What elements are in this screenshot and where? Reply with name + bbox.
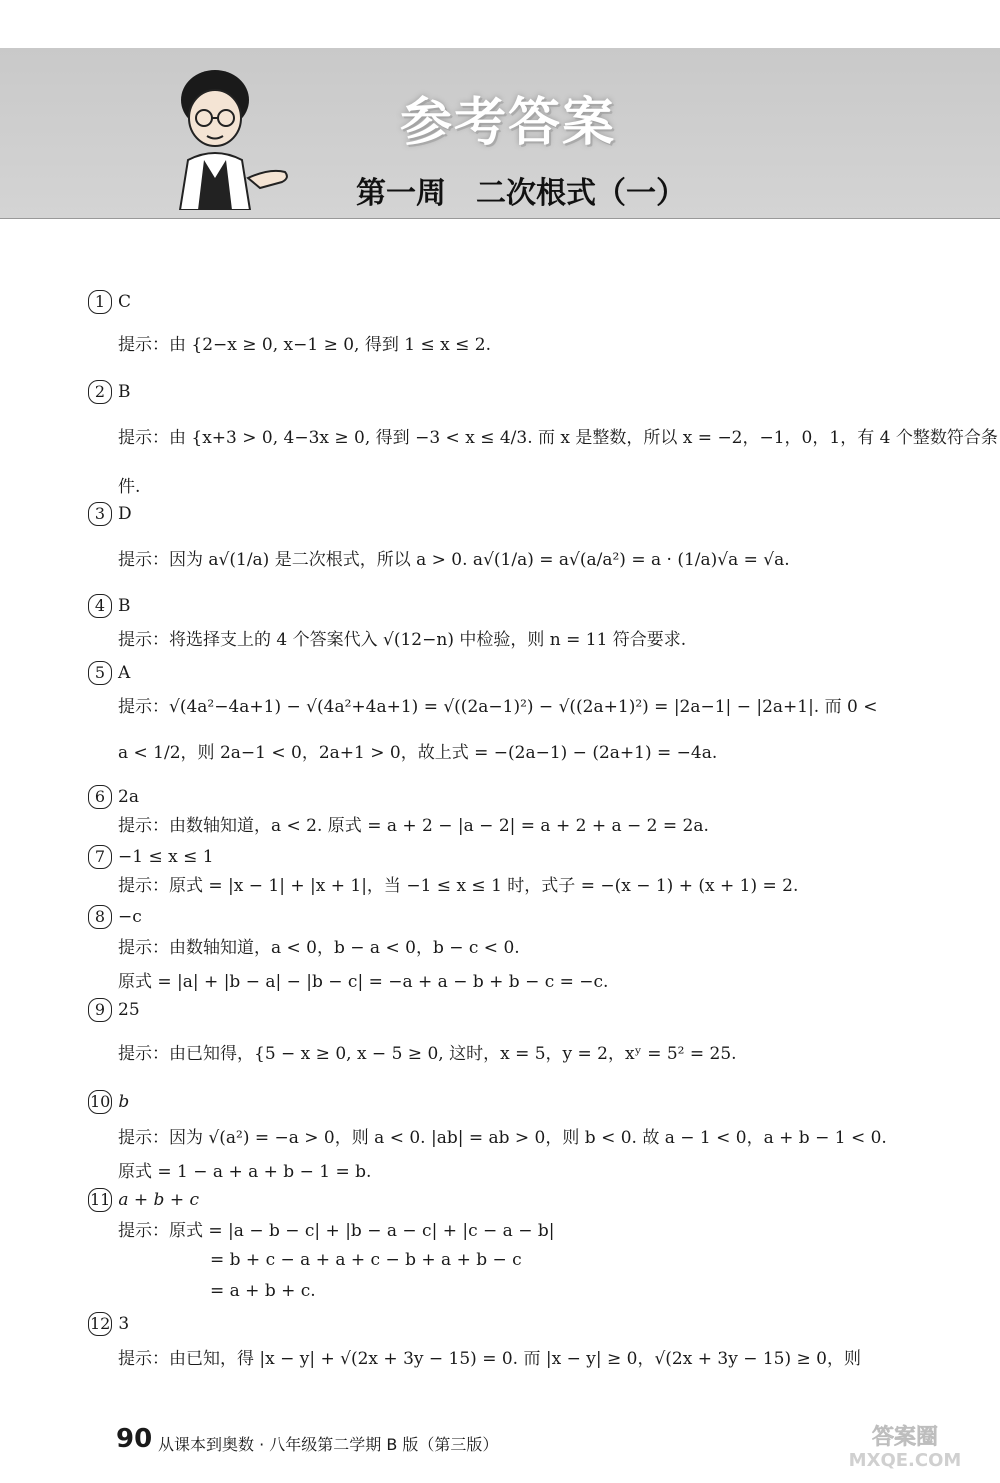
question-number: 11 <box>88 1188 112 1212</box>
answer-value: B <box>118 596 131 616</box>
hint-8: 提示：由数轴知道，a < 0，b − a < 0，b − c < 0. <box>118 938 520 958</box>
hint-11-continued-2: = a + b + c. <box>210 1281 316 1301</box>
question-number: 12 <box>88 1312 112 1336</box>
hint-11: 提示：原式 = |a − b − c| + |b − a − c| + |c − a − b| <box>118 1221 555 1241</box>
hint-7: 提示：原式 = |x − 1| + |x + 1|，当 −1 ≤ x ≤ 1 时，式子 = −(x − 1) + (x + 1) = 2. <box>118 876 799 896</box>
question-number: 10 <box>88 1090 112 1114</box>
page-number: 90 <box>116 1424 153 1454</box>
hint-5-continued: a < 1/2，则 2a−1 < 0，2a+1 > 0，故上式 = −(2a−1) − (2a+1) = −4a. <box>118 743 718 763</box>
answer-7 <box>88 845 214 869</box>
watermark-logo <box>830 1420 980 1470</box>
hint-4: 提示：将选择支上的 4 个答案代入 √(12−n) 中检验，则 n = 11 符合要求. <box>118 630 687 650</box>
answer-value: −1 ≤ x ≤ 1 <box>118 847 214 867</box>
hint-6: 提示：由数轴知道，a < 2. 原式 = a + 2 − |a − 2| = a + 2 + a − 2 = 2a. <box>118 816 709 836</box>
hint-2-continued: 件. <box>118 477 141 497</box>
answer-value: B <box>118 382 131 402</box>
watermark-top: 答案圈 <box>871 1425 939 1450</box>
answer-11 <box>88 1188 199 1212</box>
page-title: 参考答案 <box>400 93 617 153</box>
answer-value: C <box>118 292 132 312</box>
answer-value: 25 <box>118 1000 140 1020</box>
answer-3 <box>88 502 132 526</box>
answer-8 <box>88 905 142 929</box>
question-number: 5 <box>88 661 112 685</box>
answer-value: −c <box>118 907 142 927</box>
answer-1 <box>88 290 131 314</box>
answer-4 <box>88 594 131 618</box>
answer-9 <box>88 998 140 1022</box>
answer-value: A <box>118 663 131 683</box>
question-number: 6 <box>88 785 112 809</box>
question-number: 3 <box>88 502 112 526</box>
hint-2: 提示：由 {x+3 > 0, 4−3x ≥ 0, 得到 −3 < x ≤ 4/3. 而 x 是整数，所以 x = −2，−1，0，1，有 4 个整数符合条 <box>118 428 998 448</box>
hint-1: 提示：由 {2−x ≥ 0, x−1 ≥ 0, 得到 1 ≤ x ≤ 2. <box>118 335 491 355</box>
hint-5: 提示：√(4a²−4a+1) − √(4a²+4a+1) = √((2a−1)²) − √((2a+1)²) = |2a−1| − |2a+1|. 而 0 < <box>118 697 878 717</box>
book-title: 从课本到奥数 · 八年级第二学期 B 版（第三版） <box>158 1435 499 1454</box>
hint-11-continued: = b + c − a + a + c − b + a + b − c <box>210 1250 522 1270</box>
answer-value: 2a <box>118 787 139 807</box>
hint-3: 提示：因为 a√(1/a) 是二次根式，所以 a > 0. a√(1/a) = a√(a/a²) = a · (1/a)√a = √a. <box>118 550 790 570</box>
teacher-mascot-icon <box>160 60 310 210</box>
question-number: 9 <box>88 998 112 1022</box>
answer-2 <box>88 380 131 404</box>
answer-value: b <box>118 1092 130 1112</box>
hint-10: 提示：因为 √(a²) = −a > 0，则 a < 0. |ab| = ab > 0，则 b < 0. 故 a − 1 < 0，a + b − 1 < 0. <box>118 1128 887 1148</box>
watermark-bottom: MXQE.COM <box>848 1450 962 1470</box>
answer-6 <box>88 785 139 809</box>
section-title: 第一周 二次根式（一） <box>356 176 686 211</box>
answer-5 <box>88 661 130 685</box>
answer-10 <box>88 1090 129 1114</box>
question-number: 2 <box>88 380 112 404</box>
question-number: 8 <box>88 905 112 929</box>
question-number: 7 <box>88 845 112 869</box>
question-number: 1 <box>88 290 112 314</box>
question-number: 4 <box>88 594 112 618</box>
hint-12: 提示：由已知，得 |x − y| + √(2x + 3y − 15) = 0. 而 |x − y| ≥ 0，√(2x + 3y − 15) ≥ 0，则 <box>118 1349 861 1369</box>
hint-10-continued: 原式 = 1 − a + a + b − 1 = b. <box>118 1162 372 1182</box>
answer-value: 3 <box>118 1314 130 1334</box>
hint-8-continued: 原式 = |a| + |b − a| − |b − c| = −a + a − b + b − c = −c. <box>118 972 609 992</box>
answer-value: D <box>118 504 132 524</box>
hint-9: 提示：由已知得，{5 − x ≥ 0, x − 5 ≥ 0, 这时，x = 5，y = 2，xʸ = 5² = 25. <box>118 1044 737 1064</box>
answer-value: a + b + c <box>118 1190 200 1210</box>
answer-12 <box>88 1312 129 1336</box>
